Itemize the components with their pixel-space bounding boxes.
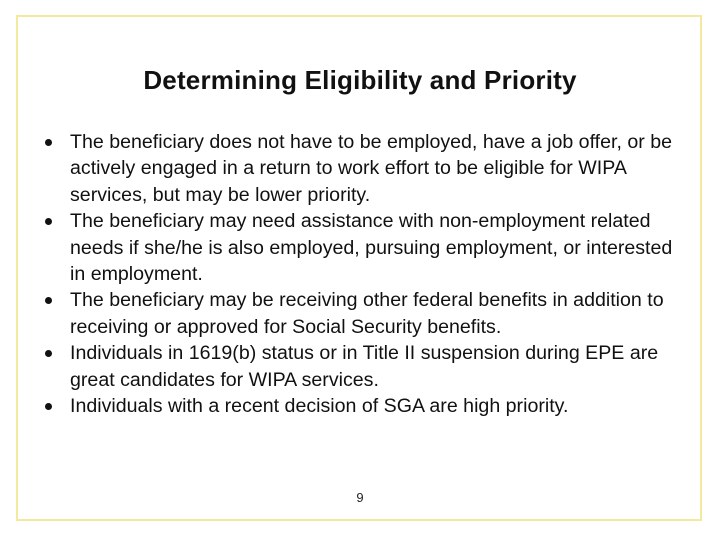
slide-title: Determining Eligibility and Priority bbox=[143, 65, 577, 95]
bullet-dot-icon bbox=[45, 218, 52, 225]
bullet-item bbox=[44, 393, 684, 419]
bullet-text: Individuals with a recent decision of SGA are high priority. bbox=[70, 395, 569, 418]
bullet-item bbox=[44, 208, 684, 287]
bullet-dot-icon bbox=[45, 139, 52, 146]
bullet-item bbox=[44, 129, 684, 208]
bullet-text: The beneficiary does not have to be employed, have a job offer, or be actively engaged in a return to work effort to be eligible for WIPA services, but may be lower priority. bbox=[70, 131, 673, 206]
bullet-dot-icon bbox=[45, 403, 52, 410]
bullet-text: Individuals in 1619(b) status or in Title II suspension during EPE are great candidates for WIPA services. bbox=[70, 342, 659, 391]
bullet-item bbox=[44, 340, 684, 393]
bullet-text: The beneficiary may need assistance with non-employment related needs if she/he is also employed, pursuing employment, or interested in employment. bbox=[70, 210, 673, 286]
bullet-item bbox=[44, 287, 684, 340]
bullet-list bbox=[44, 129, 684, 419]
page-number: 9 bbox=[356, 490, 364, 505]
bullet-text: The beneficiary may be receiving other federal benefits in addition to receiving or approved for Social Security benefits. bbox=[70, 289, 664, 338]
bullet-dot-icon bbox=[45, 350, 52, 357]
bullet-dot-icon bbox=[45, 297, 52, 304]
